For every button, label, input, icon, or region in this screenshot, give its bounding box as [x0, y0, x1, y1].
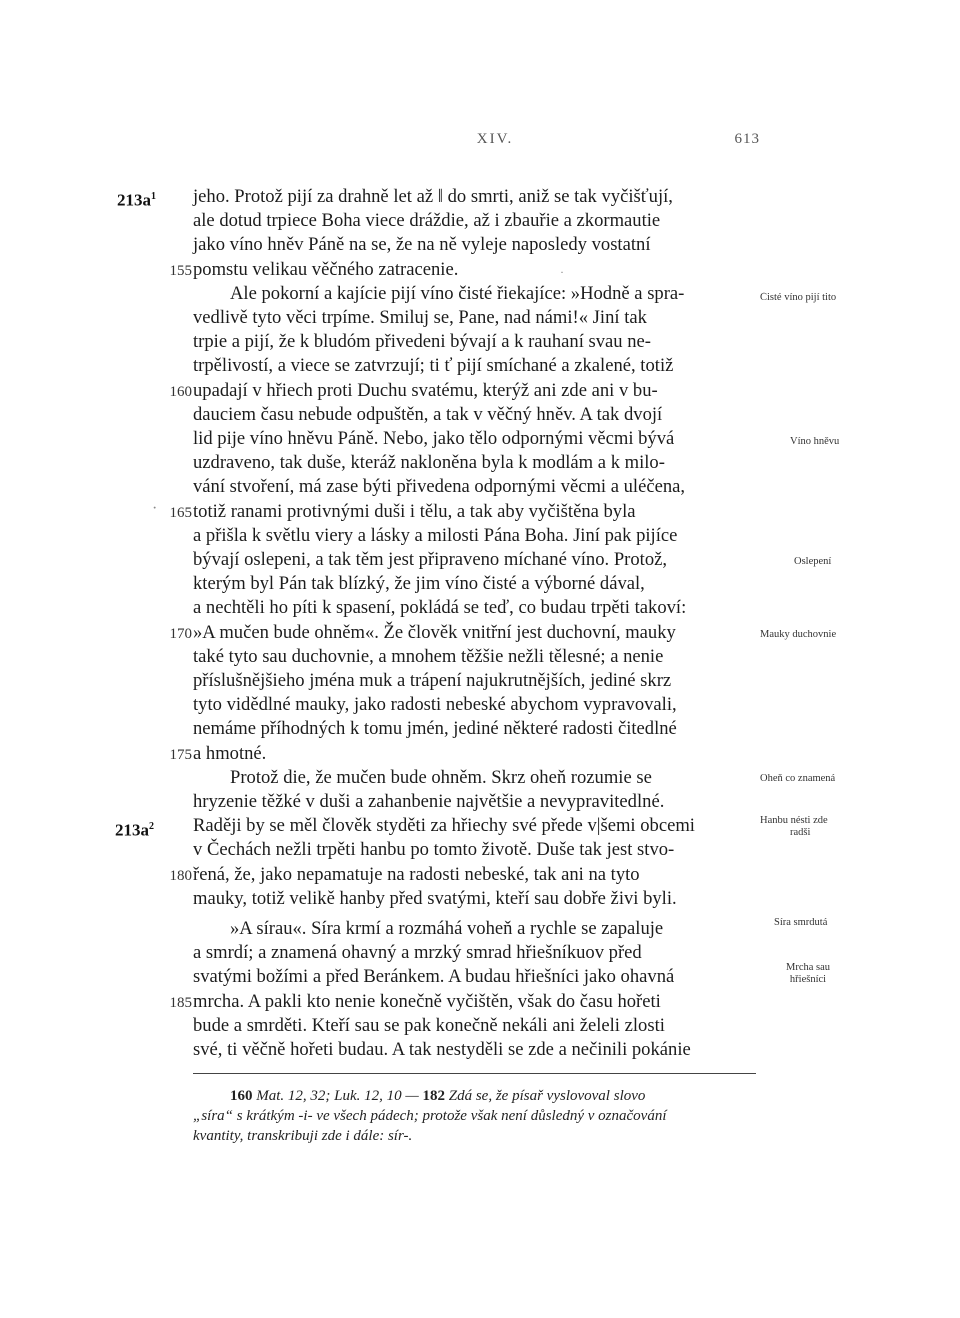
folio-sigla-base: 213a: [117, 190, 151, 210]
text-line: Protož die, že mučen bude ohněm. Skrz oheň rozumie se: [230, 767, 652, 788]
margin-note: radši: [790, 827, 811, 838]
text-line: jako víno hněv Páně na se, že na ně vyleje naposledy vostatní: [193, 234, 651, 255]
folio-sigla-sup: 2: [149, 821, 154, 832]
text-line: jeho. Protož pijí za drahně let až ‖ do smrti, aniž se tak vyčišťují,: [193, 186, 673, 207]
text-line: dauciem času nebude odpuštěn, a tak v věčný hněv. A tak dvojí: [193, 404, 663, 425]
text-line: a hmotné.: [193, 743, 267, 764]
text-line: řená, že, jako nepamatuje na radosti nebeské, tak ani na tyto: [193, 864, 640, 885]
margin-note: hřiešníci: [789, 974, 827, 985]
text-line: vání stvoření, má zase býti přivedena odpornými věcmi a uléčena,: [193, 476, 686, 497]
text-line: pomstu velikau věčného zatracenie.: [193, 259, 459, 280]
margin-note: Čisté víno pijí tito: [760, 292, 837, 303]
footnote-line: [230, 1086, 756, 1106]
chapter-heading: XIV.: [476, 131, 514, 147]
margin-note: Oheň co znamená: [760, 773, 836, 784]
footnote-text: Zdá se, že písař vyslovoval slovo: [445, 1088, 646, 1104]
text-line: kterým byl Pán tak blízký, že jim víno čisté a výborné dával,: [193, 573, 645, 594]
footnote-text: kvantity, transkribuji zde i dále: sír-.: [193, 1128, 413, 1144]
text-line: trpie a pijí, že k bludóm přivedeni bývají a k rauhaní svau ne-: [193, 331, 651, 352]
line-number: 160: [169, 384, 192, 400]
text-line: mauky, totiž velikě hanby před svatými, kteří sau dobře živi byli.: [193, 888, 677, 909]
folio-sigla: [115, 815, 154, 843]
text-line: svatými božími a před Beránkem. A budau hřiešníci jako ohavná: [193, 966, 675, 987]
text-line: své, ti věčně hořeti budau. A tak nestyděli se zde a nečinili pokánie: [193, 1039, 691, 1060]
text-line: uzdraveno, tak duše, kteráž nakloněna byla k modlám a k milo-: [193, 452, 665, 473]
text-line: bývají oslepeni, a tak těm jest připraveno míchané víno. Protož,: [193, 549, 668, 570]
text-line: trpělivostí, a viece se zatvrzují; ti ť pijí smíchané a zkalené, totiž: [193, 355, 674, 376]
line-number: 180: [169, 868, 192, 884]
footnote-reference: 160: [230, 1088, 253, 1104]
line-number: 175: [169, 747, 192, 763]
footnote-text: Mat. 12, 32; Luk. 12, 10 —: [252, 1088, 423, 1104]
page-number: 613: [734, 131, 760, 147]
text-line: nemáme příhodných k tomu jmén, jediné některé radosti čitedlné: [193, 718, 677, 739]
text-line: totiž ranami protivnými duši i tělu, a tak aby vyčištěna byla: [193, 501, 636, 522]
text-line: »A mučen bude ohněm«. Že člověk vnitřní jest duchovní, mauky: [193, 622, 676, 643]
text-line: lid pije víno hněvu Páně. Nebo, jako tělo odpornými věcmi bývá: [193, 428, 675, 449]
text-line: a nechtěli ho píti k spasení, pokládá se teď, co budau trpěti takoví:: [193, 597, 687, 618]
footnote-text: „síra“ s krátkým -i- ve všech pádech; protože však není důsledný v označování: [193, 1108, 667, 1124]
text-line: hryzenie těžké v duši a zahanbenie najvětšie a nevypravitedlné.: [193, 791, 665, 812]
footnote-line: [193, 1126, 756, 1146]
text-line: Raději by se měl člověk styděti za hřiechy své přede v|šemi obcemi: [193, 815, 695, 836]
margin-note: Síra smrdutá: [774, 917, 828, 928]
margin-note: Mauky duchovnie: [760, 629, 837, 640]
line-number: 165: [169, 505, 192, 521]
line-number: 155: [169, 263, 192, 279]
text-line: »A sírau«. Síra krmí a rozmáhá voheň a rychle se zapaluje: [230, 918, 664, 939]
text-line: příslušnějšieho jména muk a trápení najukrutnějších, jediné skrz: [193, 670, 672, 691]
folio-sigla-base: 213a: [115, 820, 149, 840]
text-line: v Čechách nežli trpěti hanbu po tomto životě. Duše tak jest stvo-: [193, 839, 675, 860]
margin-note: Oslepení: [794, 556, 832, 567]
margin-note: Víno hněvu: [790, 436, 840, 447]
line-number: 185: [169, 995, 192, 1011]
margin-note: Hanbu nésti zde: [760, 815, 828, 826]
text-line: bude a smrděti. Kteří sau se pak konečně nekáli ani želeli zlosti: [193, 1015, 665, 1036]
footnote-rule: [193, 1073, 756, 1074]
text-line: tyto vidědlné mauky, jako radosti nebeské abychom vypravovali,: [193, 694, 677, 715]
text-line: Ale pokorní a kajície pijí víno čisté řiekajíce: »Hodně a spra-: [230, 283, 685, 304]
speck-mark: ·: [560, 265, 564, 279]
text-line: a smrdí; a znamená ohavný a mrzký smrad hřiešníkuov před: [193, 942, 642, 963]
footnote-reference: 182: [422, 1088, 445, 1104]
text-line: ale dotud trpiece Boha viece dráždie, až i zbauřie a zkormautie: [193, 210, 661, 231]
speck-mark: ·: [152, 500, 158, 517]
text-line: vedlivě tyto věci trpíme. Smiluj se, Pane, nad námi!« Jiní tak: [193, 307, 647, 328]
footnote-line: [193, 1106, 756, 1126]
line-number: 170: [169, 626, 192, 642]
folio-sigla-sup: 1: [151, 191, 156, 202]
text-line: také tyto sau duchovnie, a mnohem těžšie nežli tělesné; a nenie: [193, 646, 664, 667]
text-line: upadají v hřiech proti Duchu svatému, kterýž ani zde ani v bu-: [193, 380, 658, 401]
folio-sigla: [117, 185, 156, 213]
text-line: mrcha. A pakli kto nenie konečně vyčištěn, však do času hořeti: [193, 991, 661, 1012]
margin-note: Mrcha sau: [785, 962, 831, 973]
text-line: a přišla k světlu viery a lásky a milosti Pána Boha. Jiní pak pijíce: [193, 525, 678, 546]
